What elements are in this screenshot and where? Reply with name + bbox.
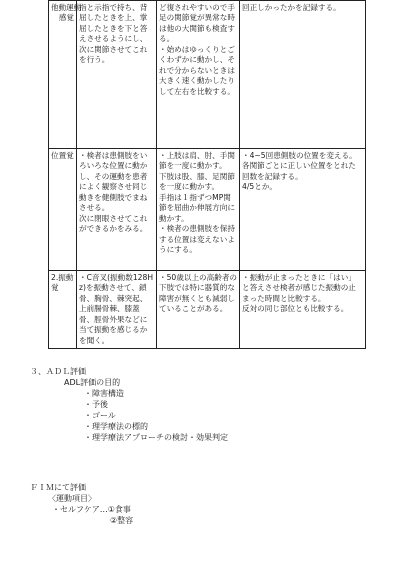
row-label-vibration-sense: 2.振動覚 xyxy=(49,271,77,349)
record-cell xyxy=(240,149,366,271)
fim-section xyxy=(30,482,390,526)
record-text: ・振動が止まったときに「はい」と答えさせ検者が感じた振動の止まった時間と比較する。 反対の同じ部位とも比較する。 xyxy=(242,273,356,314)
notes-cell xyxy=(157,1,240,149)
notes-cell xyxy=(157,149,240,271)
adl-item: ・ゴール xyxy=(84,411,116,421)
adl-item: ・予後 xyxy=(84,400,108,410)
adl-section xyxy=(30,366,390,443)
method-text: ・検者は患側肢をいろいろな位置に動かし、その運動を患者によく観察させ同じ動きを健側肢でまねさせる。 次に閉眼させてこれができるかをみる。 xyxy=(79,151,148,234)
method-cell xyxy=(77,149,157,271)
row-label-line: 他動運動 xyxy=(51,3,82,12)
row-label-passive-motion xyxy=(49,1,82,149)
adl-item: ・障害構造 xyxy=(84,389,124,399)
method-cell: 指と示指で持ち、背屈したときを上、掌屈したときを下と答えさせるようにし、次に関節させてこれを行う。 xyxy=(77,1,157,149)
record-cell xyxy=(240,271,366,349)
adl-item: ・理学療法アプローチの検討・効果判定 xyxy=(84,433,228,443)
adl-subheading: ADL評価の目的 xyxy=(64,378,121,388)
adl-heading: ３、ＡＤＬ評価 xyxy=(30,367,86,376)
table-row xyxy=(49,149,366,271)
table-row xyxy=(49,1,366,149)
record-text: ・4~5回患側肢の位置を変える。 各関節ごとに正しい位置をとれた回数を記録する。 4/5とか。 xyxy=(242,151,357,192)
notes-cell: ・50歳以上の高齢者の下肢では特に器質的な障害が無くとも減弱していることがある。 xyxy=(157,271,240,349)
fim-item: ②整容 xyxy=(110,516,134,526)
method-cell: ・C音叉(振動数128Hz)を振動させて、鎖骨、胸骨、棘突起、上前腸骨棘、膝蓋骨、脛骨外果などに当て振動を感じるかを聞く。 xyxy=(77,271,157,349)
fim-heading: ＦＩＭにて評価 xyxy=(30,483,86,492)
adl-item: ・理学療法の標的 xyxy=(84,422,148,432)
fim-item: ・セルフケア…①食事 xyxy=(52,505,131,515)
record-cell: 回正しかったかを記録する。 xyxy=(240,1,366,149)
row-label-line: 感覚 xyxy=(58,13,74,23)
notes-text: ど復されやすいので手足の関節覚が異常な時は他の大関節も検査する。 ・始めはゆっくりとごくわずかに動かし、それで分からないときは大きく速く動かしたりして左右を比較する。 xyxy=(159,3,235,96)
row-label-position-sense: 位置覚 xyxy=(49,149,77,271)
notes-text: ・上肢は肩、肘、手関節を一度に動かす。 下肢は股、膝、足関節を一度に動かす。 手指は１指ずつMP関節を屈曲か伸展方向に動かす。 ・検者の患側肢を保持する位置は変えないようにする。 xyxy=(159,151,235,255)
sensory-test-table xyxy=(48,0,366,349)
fim-subheading: 〈運動項目〉 xyxy=(48,494,96,504)
table-row xyxy=(49,271,366,349)
